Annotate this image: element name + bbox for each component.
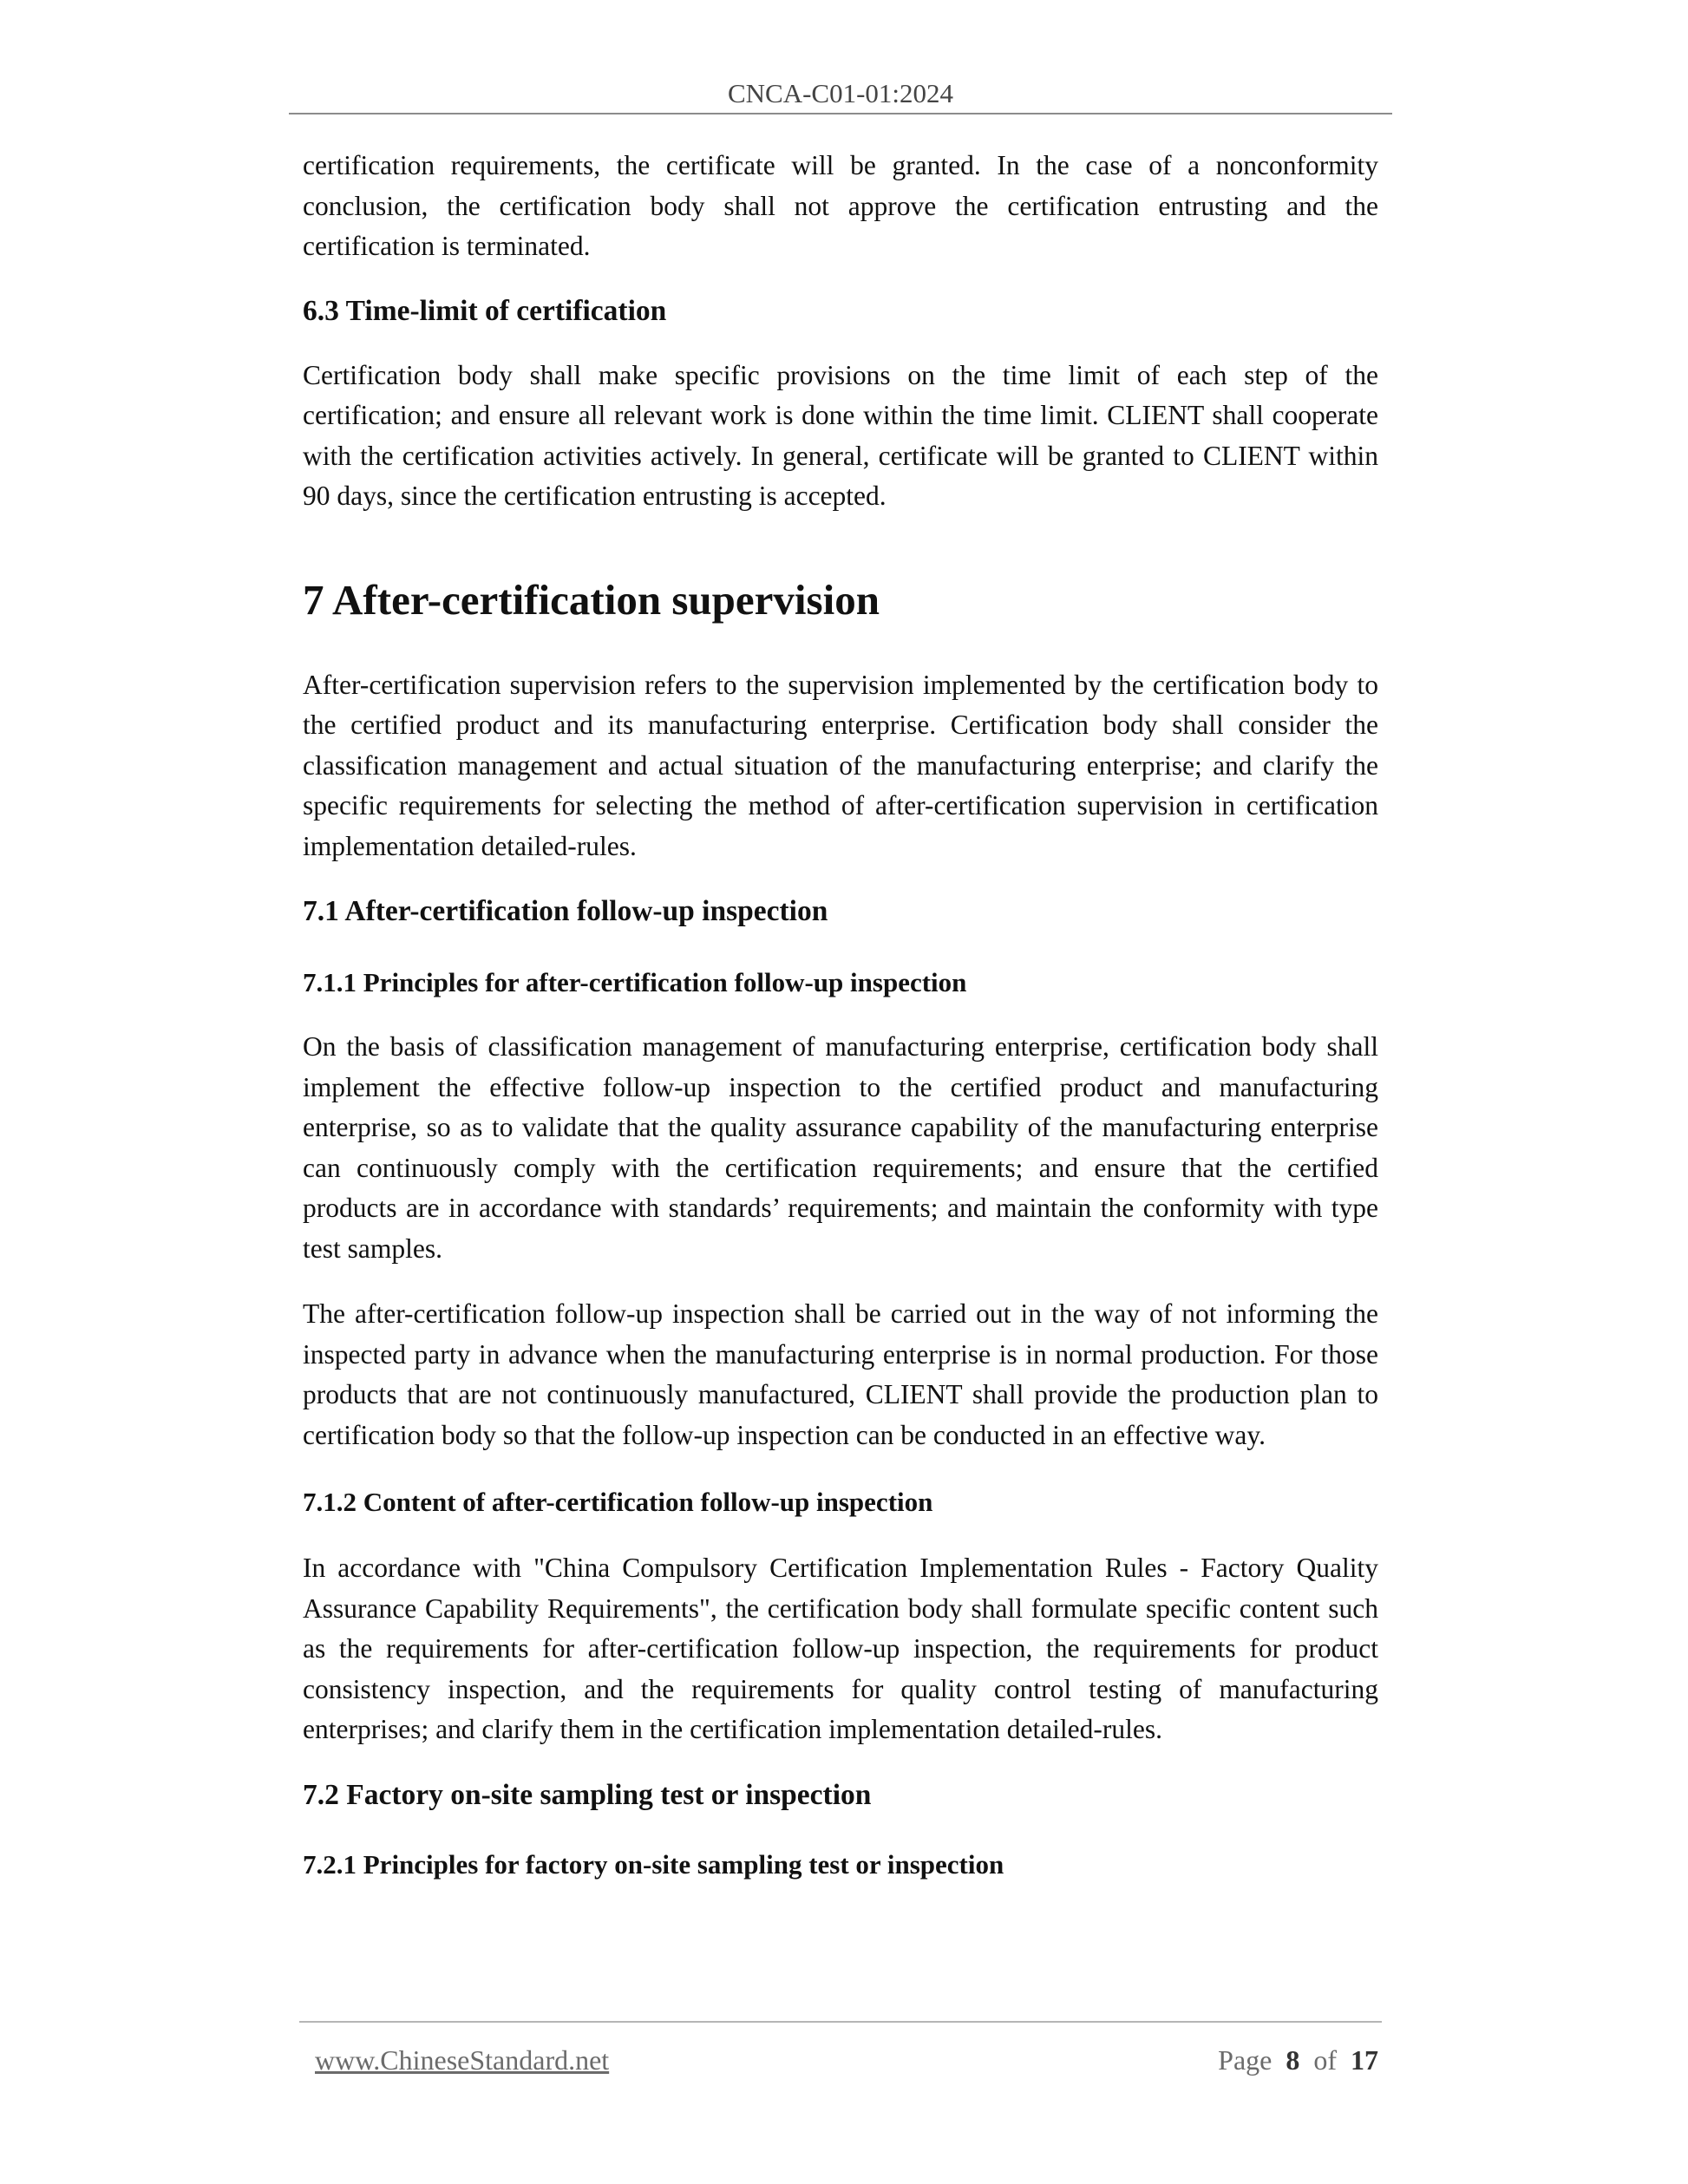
document-code: CNCA-C01-01:2024 xyxy=(727,78,954,108)
subsection-heading-7-1-1: 7.1.1 Principles for after-certification follow-up inspection xyxy=(303,967,967,997)
paragraph-7-1-1-b: The after-certification follow-up inspection shall be carried out in the way of not informing the inspected party in advance when the manufacturing enterprise is in normal production. For those products that are not continuously manufactured, CLIENT shall provide the production plan to certification body so that the follow-up inspection can be conducted in an effective way. xyxy=(303,1298,1378,1450)
paragraph-7: After-certification supervision refers to the supervision implemented by the certification body to the certified product and its manufacturing enterprise. Certification body shall consider the classification management and actual situation of the manufacturing enterprise; and clarify the specific requirements for selecting the method of after-certification supervision in certification implementation detailed-rules. xyxy=(303,669,1378,861)
paragraph-7-1-2: In accordance with "China Compulsory Certification Implementation Rules - Factory Quality Assurance Capability Requirements", the certification body shall formulate specific content such as the requirements for after-certification follow-up inspection, the requirements for product consistency inspection, and the requirements for quality control testing of manufacturing enterprises; and clarify them in the certification implementation detailed-rules. xyxy=(303,1553,1378,1744)
paragraph-6-3: Certification body shall make specific provisions on the time limit of each step of the certification; and ensure all relevant work is done within the time limit. CLIENT shall cooperate with the certification activities actively. In general, certificate will be granted to CLIENT within 90 days, since the certification entrusting is accepted. xyxy=(303,359,1378,511)
current-page-number: 8 xyxy=(1286,2044,1300,2076)
of-label: of xyxy=(1313,2044,1337,2076)
page-footer xyxy=(315,2038,1378,2082)
section-heading-6-3: 6.3 Time-limit of certification xyxy=(303,294,667,327)
website-link[interactable]: www.ChineseStandard.net xyxy=(315,2044,610,2076)
footer-divider xyxy=(299,2021,1382,2023)
total-page-count: 17 xyxy=(1351,2044,1378,2076)
page-header xyxy=(289,75,1392,114)
document-body xyxy=(303,146,1378,1885)
page-label: Page xyxy=(1218,2044,1273,2076)
subsection-heading-7-2-1: 7.2.1 Principles for factory on-site sampling test or inspection xyxy=(303,1848,1004,1880)
section-heading-7-1: 7.1 After-certification follow-up inspection xyxy=(303,895,828,927)
subsection-heading-7-1-2: 7.1.2 Content of after-certification follow-up inspection xyxy=(303,1487,933,1517)
section-heading-7-2: 7.2 Factory on-site sampling test or inspection xyxy=(303,1778,872,1811)
paragraph-7-1-1-a: On the basis of classification management of manufacturing enterprise, certification body shall implement the effective follow-up inspection to the certified product and manufacturing enterprise, so as to validate that the quality assurance capability of the manufacturing enterprise can continuously comply with the certification requirements; and ensure that the certified products are in accordance with standards’ requirements; and maintain the conformity with type test samples. xyxy=(303,1031,1378,1264)
paragraph-intro: certification requirements, the certificate will be granted. In the case of a nonconformity conclusion, the certification body shall not approve the certification entrusting and the certification is terminated. xyxy=(303,150,1378,261)
chapter-heading-7: 7 After-certification supervision xyxy=(303,575,880,624)
page-number xyxy=(1218,2038,1378,2082)
